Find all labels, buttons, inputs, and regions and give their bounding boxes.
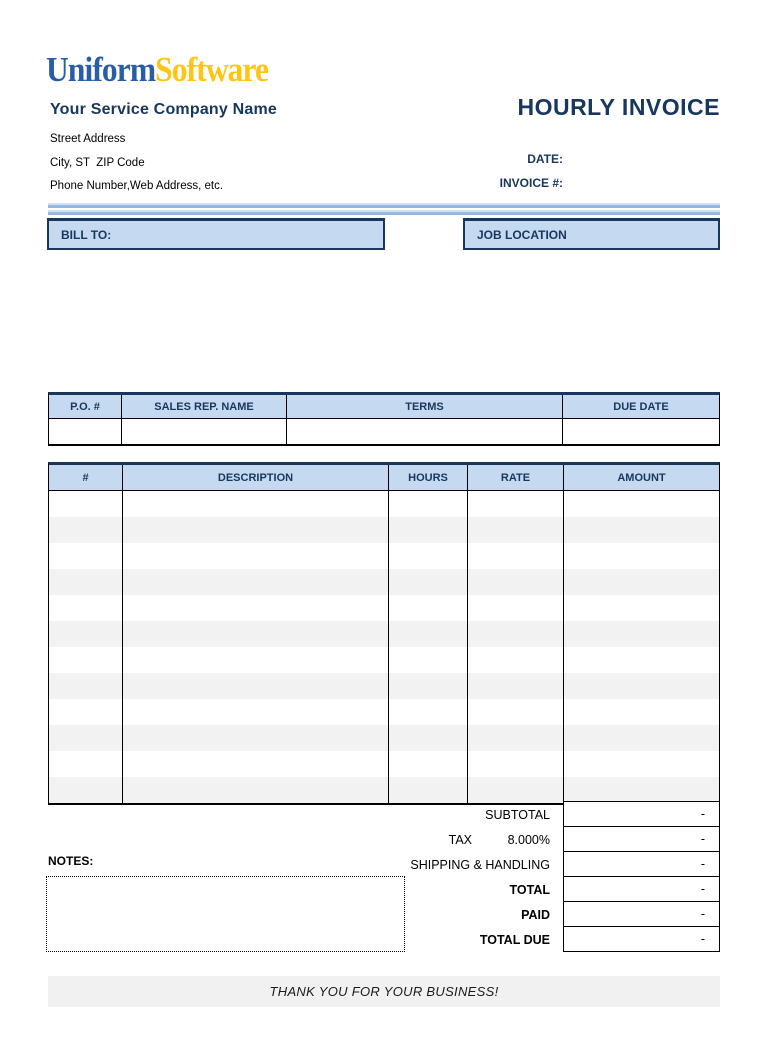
item-cell-amount[interactable] [564,621,719,647]
amount-column-header: AMOUNT [617,471,666,484]
item-cell-amount[interactable] [564,699,719,725]
item-cell-hours[interactable] [389,647,468,673]
po-number-header: P.O. # [49,395,122,418]
logo-word-uniform: Uniform [46,50,156,89]
shipping-row [48,852,720,877]
rate-column-header: RATE [468,465,564,490]
item-cell-num[interactable] [49,517,123,543]
invoice-number-field[interactable] [572,174,720,192]
item-cell-hours[interactable] [389,517,468,543]
separator-line [48,203,720,208]
footer-message-bar [48,976,720,1007]
items-table [48,462,720,805]
terms-field[interactable] [287,419,563,444]
item-cell-hours[interactable] [389,491,468,517]
po-number-field[interactable] [49,419,122,444]
table-row [49,595,719,621]
job-location-header [463,218,720,250]
address-line-street[interactable]: Street Address [50,133,126,145]
item-cell-desc[interactable] [123,569,389,595]
item-cell-hours[interactable] [389,673,468,699]
due-date-header: DUE DATE [613,400,669,413]
item-cell-desc[interactable] [123,725,389,751]
table-row [49,699,719,725]
page-title: HOURLY INVOICE [517,94,720,120]
total-due-value: - [563,926,720,952]
number-column-header: # [49,465,123,490]
footer-message: THANK YOU FOR YOUR BUSINESS! [269,984,499,999]
table-row [49,647,719,673]
item-cell-desc[interactable] [123,517,389,543]
item-cell-desc[interactable] [123,699,389,725]
bill-to-label: BILL TO: [61,227,112,242]
date-field[interactable] [572,150,720,168]
item-cell-amount[interactable] [564,491,719,517]
total-label: TOTAL [509,882,550,897]
company-name[interactable]: Your Service Company Name [50,101,278,118]
item-cell-desc[interactable] [123,777,389,803]
item-cell-rate[interactable] [468,725,564,751]
item-cell-num[interactable] [49,673,123,699]
invoice-number-label: INVOICE #: [499,176,563,190]
item-cell-num[interactable] [49,543,123,569]
item-cell-num[interactable] [49,621,123,647]
item-cell-amount[interactable] [564,673,719,699]
item-cell-num[interactable] [49,751,123,777]
table-row [49,491,719,517]
company-address [50,133,223,204]
item-cell-rate[interactable] [468,699,564,725]
total-value: - [563,876,720,902]
items-table-header [49,465,719,491]
item-cell-amount[interactable] [564,595,719,621]
item-cell-amount[interactable] [564,751,719,777]
hours-column-header: HOURS [389,465,468,490]
item-cell-amount[interactable] [564,569,719,595]
table-row [49,777,719,803]
item-cell-hours[interactable] [389,777,468,803]
item-cell-desc[interactable] [123,491,389,517]
shipping-value[interactable]: - [563,851,720,877]
item-cell-amount[interactable] [564,543,719,569]
item-cell-desc[interactable] [123,673,389,699]
address-line-city[interactable]: City, ST ZIP Code [50,156,145,169]
item-cell-rate[interactable] [468,751,564,777]
item-cell-rate[interactable] [468,491,564,517]
table-row [49,569,719,595]
item-cell-rate[interactable] [468,569,564,595]
table-row [49,543,719,569]
table-row [49,673,719,699]
company-logo [46,50,268,90]
notes-label: NOTES: [48,854,94,868]
bill-to-field[interactable] [47,252,385,380]
sales-rep-header: SALES REP. NAME [122,395,287,418]
bill-to-header [47,218,385,250]
item-cell-num[interactable] [49,777,123,803]
tax-row [48,827,720,852]
item-cell-num[interactable] [49,725,123,751]
po-table [48,392,720,446]
po-table-header [49,395,719,419]
item-cell-desc[interactable] [123,621,389,647]
item-cell-hours[interactable] [389,699,468,725]
shipping-label: SHIPPING & HANDLING [410,857,550,872]
item-cell-rate[interactable] [468,621,564,647]
subtotal-value: - [563,801,720,827]
table-row [49,517,719,543]
item-cell-rate[interactable] [468,517,564,543]
paid-value[interactable]: - [563,901,720,927]
item-cell-num[interactable] [49,491,123,517]
subtotal-label: SUBTOTAL [485,807,550,822]
job-location-field[interactable] [463,252,720,380]
item-cell-amount[interactable] [564,517,719,543]
item-cell-num[interactable] [49,595,123,621]
item-cell-rate[interactable] [468,673,564,699]
header-separator [48,203,720,215]
item-cell-rate[interactable] [468,777,564,803]
table-row [49,751,719,777]
total-due-label: TOTAL DUE [479,932,550,947]
item-cell-hours[interactable] [389,725,468,751]
terms-header: TERMS [287,395,563,418]
notes-field[interactable] [46,876,405,952]
paid-label: PAID [521,907,550,922]
item-cell-amount[interactable] [564,777,719,803]
logo-word-software: Software [155,50,269,89]
item-cell-rate[interactable] [468,595,564,621]
address-line-phone[interactable]: Phone Number,Web Address, etc. [50,180,224,192]
date-label: DATE: [527,152,563,166]
tax-rate-field[interactable]: 8.000% [507,832,550,847]
item-cell-num[interactable] [49,569,123,595]
item-cell-amount[interactable] [564,725,719,751]
table-row [49,621,719,647]
item-cell-hours[interactable] [389,621,468,647]
item-cell-rate[interactable] [468,647,564,673]
due-date-field[interactable] [563,419,719,444]
po-table-row [49,419,719,444]
tax-value: - [563,826,720,852]
subtotal-row [48,802,720,827]
item-cell-rate[interactable] [468,543,564,569]
sales-rep-field[interactable] [122,419,287,444]
separator-line [48,210,720,215]
item-cell-hours[interactable] [389,751,468,777]
item-cell-desc[interactable] [123,647,389,673]
job-location-label: JOB LOCATION [477,227,567,242]
description-column-header: DESCRIPTION [123,465,389,490]
item-cell-desc[interactable] [123,543,389,569]
item-cell-hours[interactable] [389,569,468,595]
item-cell-desc[interactable] [123,751,389,777]
item-cell-num[interactable] [49,699,123,725]
item-cell-amount[interactable] [564,647,719,673]
item-cell-hours[interactable] [389,595,468,621]
item-cell-hours[interactable] [389,543,468,569]
item-cell-desc[interactable] [123,595,389,621]
tax-label: TAX [448,832,472,847]
table-row [49,725,719,751]
items-table-body [49,491,719,803]
item-cell-num[interactable] [49,647,123,673]
